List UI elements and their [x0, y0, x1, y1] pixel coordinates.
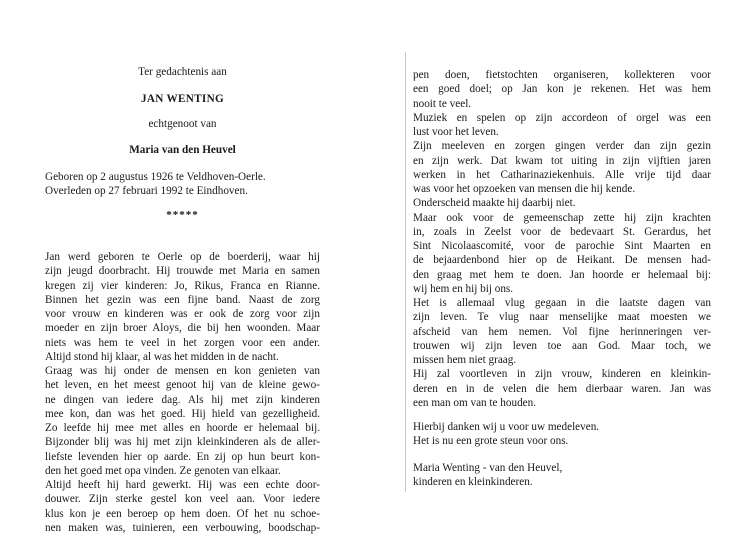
text-line: niets was hem te veel in het zorgen voor een ander. — [45, 336, 320, 349]
text-line: ne dingen van iedere dag. Als hij met zijn kinderen — [45, 393, 320, 406]
text-line: douwer. Zijn sterke gestel kon veel aan. Voor iedere — [45, 493, 320, 506]
text-line: moeder en zijn broer Aloys, die bij hen woonden. Maar — [45, 322, 320, 335]
text-line: zijn leven. Te vlug naar menselijke maat moesten we — [413, 311, 711, 324]
text-line: de bejaardenbond hier op de Heikant. De mensen had- — [413, 254, 711, 267]
text-line: Jan werd geboren te Oerle op de boerderij, waar hij — [45, 251, 320, 263]
text-line: Maar ook voor de gemeenschap zette hij zijn krachten — [413, 211, 711, 224]
text-line: en zijn werk. Dat kwam tot uiting in zijn vijftien jaren — [413, 154, 711, 167]
text-line: een man om van te houden. — [413, 396, 537, 409]
text-line: werken in het Catharinaziekenhuis. Alle vrije tijd daar — [413, 168, 711, 181]
text-line: Bijzonder blij was hij met zijn kleinkinderen als de aller- — [45, 436, 320, 449]
birth-death-dates — [45, 170, 335, 199]
text-line: Zijn meeleven en zorgen gingen verder dan zijn gezin — [413, 140, 711, 153]
text-line: kregen zij vier kinderen: Jo, Rikus, Franca en Rianne. — [45, 279, 320, 292]
text-line: afscheid van hem nemen. Vol fijne herinneringen ver- — [413, 325, 711, 338]
text-line: Sint Nicolaascomité, voor de parochie Sint Maarten en — [413, 240, 711, 252]
text-line: Het is allemaal vlug gegaan in die laatste dagen van — [413, 297, 711, 309]
deceased-name: JAN WENTING — [141, 93, 224, 105]
thanks-line: Het is nu een grote steun voor ons. — [413, 435, 569, 448]
signature-line: kinderen en kleinkinderen. — [413, 476, 533, 489]
fold-divider — [405, 52, 406, 492]
biography-right-column — [413, 68, 711, 410]
text-line: liefste levenden hier op aarde. En zij op hun beurt kon- — [45, 450, 320, 463]
in-memory-heading: Ter gedachtenis aan — [138, 66, 227, 78]
text-line: nen maken was, tuinieren, een verbouwing, boodschap- — [45, 521, 320, 534]
text-line: pen doen, fietstochten organiseren, kollekteren voor — [413, 69, 711, 81]
text-line: een goed doel; op Jan kon je rekenen. Het was hem — [413, 83, 711, 96]
death-line: Overleden op 27 februari 1992 te Eindhoven. — [45, 185, 248, 198]
text-line: voor vrouw en kinderen was er ook de zorg voor zijn — [45, 308, 320, 320]
text-line: missen hem niet graag. — [413, 354, 517, 366]
text-line: deren en in de velen die hem dierbaar waren. Jan was — [413, 382, 711, 395]
spouse-name: Maria van den Heuvel — [129, 144, 236, 156]
text-line: den het goed met opa vinden. Ze genoten van elkaar. — [45, 464, 281, 477]
text-line: was voor het opzoeken van mensen die hij kende. — [413, 183, 636, 195]
text-line: Hij zal voortleven in zijn vrouw, kinderen en kleinkin- — [413, 368, 711, 381]
text-line: Altijd stond hij klaar, al was het midden in de nacht. — [45, 350, 279, 363]
thanks-line: Hierbij danken wij u voor uw medeleven. — [413, 421, 600, 433]
text-line: klus kon je een beroep op hem doen. Of het nu schoe- — [45, 507, 320, 520]
text-line: Onderscheid maakte hij daarbij niet. — [413, 197, 576, 210]
text-line: Zo leefde hij mee met alles en hoorde er helemaal bij. — [45, 422, 320, 434]
birth-line: Geboren op 2 augustus 1926 te Veldhoven-Oerle. — [45, 171, 266, 183]
text-line: Graag was hij onder de mensen en kon genieten van — [45, 365, 320, 377]
spouse-of-label: echtgenoot van — [148, 118, 217, 130]
text-line: zijn jeugd doorbracht. Hij trouwde met Maria en samen — [45, 265, 320, 278]
text-line: Muziek en spelen op zijn accordeon of orgel was een — [413, 111, 711, 124]
text-line: den graag met hem te doen. Jan hoorde er helemaal bij: — [413, 268, 711, 281]
text-line: lust voor het leven. — [413, 126, 499, 138]
signature-line: Maria Wenting - van den Heuvel, — [413, 462, 563, 474]
thanks-block — [413, 420, 711, 449]
text-line: het leven, en het meest genoot hij van de kleine gewo- — [45, 379, 320, 392]
text-line: mee kon, dan was het goed. Hij hield van gezelligheid. — [45, 407, 320, 420]
text-line: in, zoals in Zeelst voor de bedevaart St. Gerardus, het — [413, 225, 711, 238]
separator-stars: ***** — [166, 209, 199, 221]
text-line: nooit te veel. — [413, 97, 472, 110]
text-line: Binnen het gezin was een fijne band. Naast de zorg — [45, 293, 320, 306]
signature-block — [413, 461, 711, 490]
text-line: trouwen wij zijn leven toe aan God. Maar toch, we — [413, 339, 711, 352]
text-line: Altijd heeft hij hard gewerkt. Hij was een echte door- — [45, 479, 320, 491]
text-line: wij hem en hij bij ons. — [413, 282, 514, 295]
biography-left-column — [45, 250, 320, 535]
